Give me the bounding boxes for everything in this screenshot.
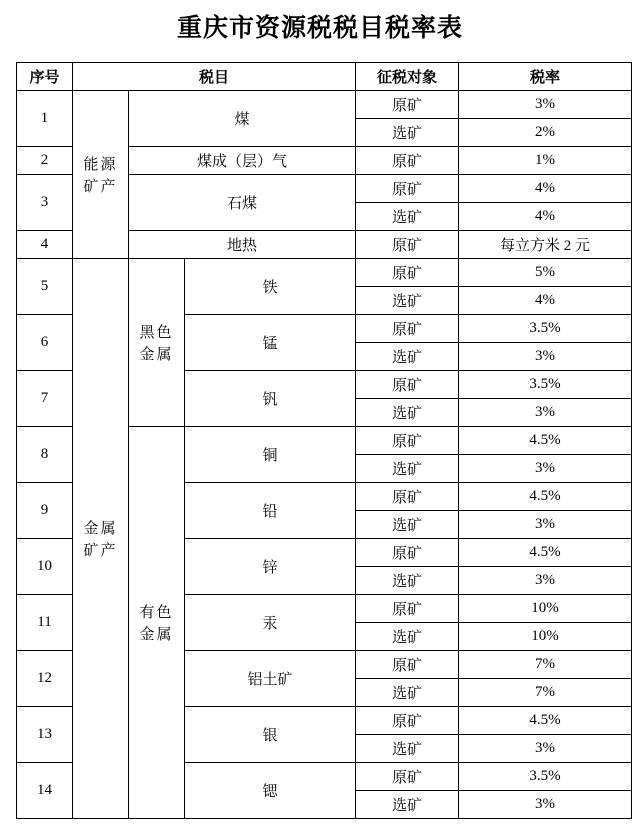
row-number: 11 <box>17 595 73 651</box>
tax-item-name: 银 <box>185 707 356 763</box>
subgroup-nonferrous-metals-line: 金属 <box>139 624 174 643</box>
tax-rate: 5% <box>459 259 632 287</box>
tax-object: 选矿 <box>356 203 459 231</box>
tax-object: 原矿 <box>356 763 459 791</box>
tax-item-name: 钒 <box>185 371 356 427</box>
tax-item-name: 铅 <box>185 483 356 539</box>
tax-rate: 1% <box>459 147 632 175</box>
header-no: 序号 <box>17 63 73 91</box>
tax-rate: 3% <box>459 343 632 371</box>
tax-object: 选矿 <box>356 567 459 595</box>
subgroup-ferrous-metals-line: 金属 <box>139 344 174 363</box>
tax-item-name: 汞 <box>185 595 356 651</box>
row-number: 9 <box>17 483 73 539</box>
tax-object: 选矿 <box>356 511 459 539</box>
tax-rate: 3% <box>459 91 632 119</box>
tax-rate: 3% <box>459 511 632 539</box>
row-number: 12 <box>17 651 73 707</box>
tax-item-name: 煤成（层）气 <box>129 147 356 175</box>
tax-rate: 每立方米 2 元 <box>459 231 632 259</box>
tax-item-name: 锌 <box>185 539 356 595</box>
tax-object: 原矿 <box>356 539 459 567</box>
tax-object: 选矿 <box>356 287 459 315</box>
tax-item-name: 铜 <box>185 427 356 483</box>
table-row <box>17 259 632 287</box>
row-number: 8 <box>17 427 73 483</box>
tax-object: 选矿 <box>356 119 459 147</box>
subgroup-nonferrous-metals <box>129 427 185 819</box>
tax-rate: 4% <box>459 203 632 231</box>
tax-rate: 7% <box>459 679 632 707</box>
tax-object: 选矿 <box>356 455 459 483</box>
row-number: 3 <box>17 175 73 231</box>
tax-object: 原矿 <box>356 595 459 623</box>
tax-rate: 4% <box>459 175 632 203</box>
group-metal-minerals-line: 矿产 <box>83 540 118 559</box>
tax-object: 选矿 <box>356 623 459 651</box>
row-number: 14 <box>17 763 73 819</box>
tax-item-name: 锶 <box>185 763 356 819</box>
tax-object: 原矿 <box>356 259 459 287</box>
tax-object: 原矿 <box>356 371 459 399</box>
tax-object: 选矿 <box>356 343 459 371</box>
tax-object: 原矿 <box>356 427 459 455</box>
row-number: 6 <box>17 315 73 371</box>
subgroup-ferrous-metals-line: 黑色 <box>139 322 174 341</box>
tax-rate: 3% <box>459 399 632 427</box>
group-metal-minerals-line: 金属 <box>83 518 118 537</box>
tax-rate: 3% <box>459 455 632 483</box>
tax-rate: 4.5% <box>459 427 632 455</box>
table-header-row <box>17 63 632 91</box>
tax-object: 选矿 <box>356 791 459 819</box>
tax-item-name: 铝土矿 <box>185 651 356 707</box>
tax-rate: 2% <box>459 119 632 147</box>
group-energy-minerals <box>73 91 129 259</box>
tax-object: 原矿 <box>356 91 459 119</box>
subgroup-ferrous-metals <box>129 259 185 427</box>
tax-rate: 3.5% <box>459 315 632 343</box>
tax-rate: 4.5% <box>459 707 632 735</box>
tax-rate: 3.5% <box>459 371 632 399</box>
tax-item-name: 石煤 <box>129 175 356 231</box>
tax-object: 原矿 <box>356 315 459 343</box>
tax-object: 原矿 <box>356 483 459 511</box>
tax-rate: 7% <box>459 651 632 679</box>
tax-rate: 3.5% <box>459 763 632 791</box>
header-item: 税目 <box>73 63 356 91</box>
tax-object: 原矿 <box>356 707 459 735</box>
tax-item-name: 铁 <box>185 259 356 315</box>
row-number: 4 <box>17 231 73 259</box>
tax-rate-table <box>16 62 632 819</box>
tax-item-name: 煤 <box>129 91 356 147</box>
tax-object: 原矿 <box>356 147 459 175</box>
tax-object: 选矿 <box>356 399 459 427</box>
row-number: 5 <box>17 259 73 315</box>
tax-object: 原矿 <box>356 651 459 679</box>
tax-rate: 3% <box>459 567 632 595</box>
row-number: 10 <box>17 539 73 595</box>
tax-rate: 4% <box>459 287 632 315</box>
tax-object: 选矿 <box>356 735 459 763</box>
tax-object: 原矿 <box>356 231 459 259</box>
tax-item-name: 地热 <box>129 231 356 259</box>
group-metal-minerals <box>73 259 129 819</box>
tax-rate: 10% <box>459 595 632 623</box>
group-energy-minerals-line: 矿产 <box>83 176 118 195</box>
tax-item-name: 锰 <box>185 315 356 371</box>
subgroup-nonferrous-metals-line: 有色 <box>139 602 174 621</box>
tax-rate: 3% <box>459 791 632 819</box>
header-object: 征税对象 <box>356 63 459 91</box>
row-number: 7 <box>17 371 73 427</box>
page-title: 重庆市资源税税目税率表 <box>176 13 463 42</box>
row-number: 2 <box>17 147 73 175</box>
tax-rate: 4.5% <box>459 483 632 511</box>
row-number: 1 <box>17 91 73 147</box>
row-number: 13 <box>17 707 73 763</box>
tax-object: 原矿 <box>356 175 459 203</box>
tax-rate: 4.5% <box>459 539 632 567</box>
header-rate: 税率 <box>459 63 632 91</box>
tax-object: 选矿 <box>356 679 459 707</box>
table-row <box>17 91 632 119</box>
tax-rate: 10% <box>459 623 632 651</box>
group-energy-minerals-line: 能源 <box>83 154 118 173</box>
tax-rate: 3% <box>459 735 632 763</box>
